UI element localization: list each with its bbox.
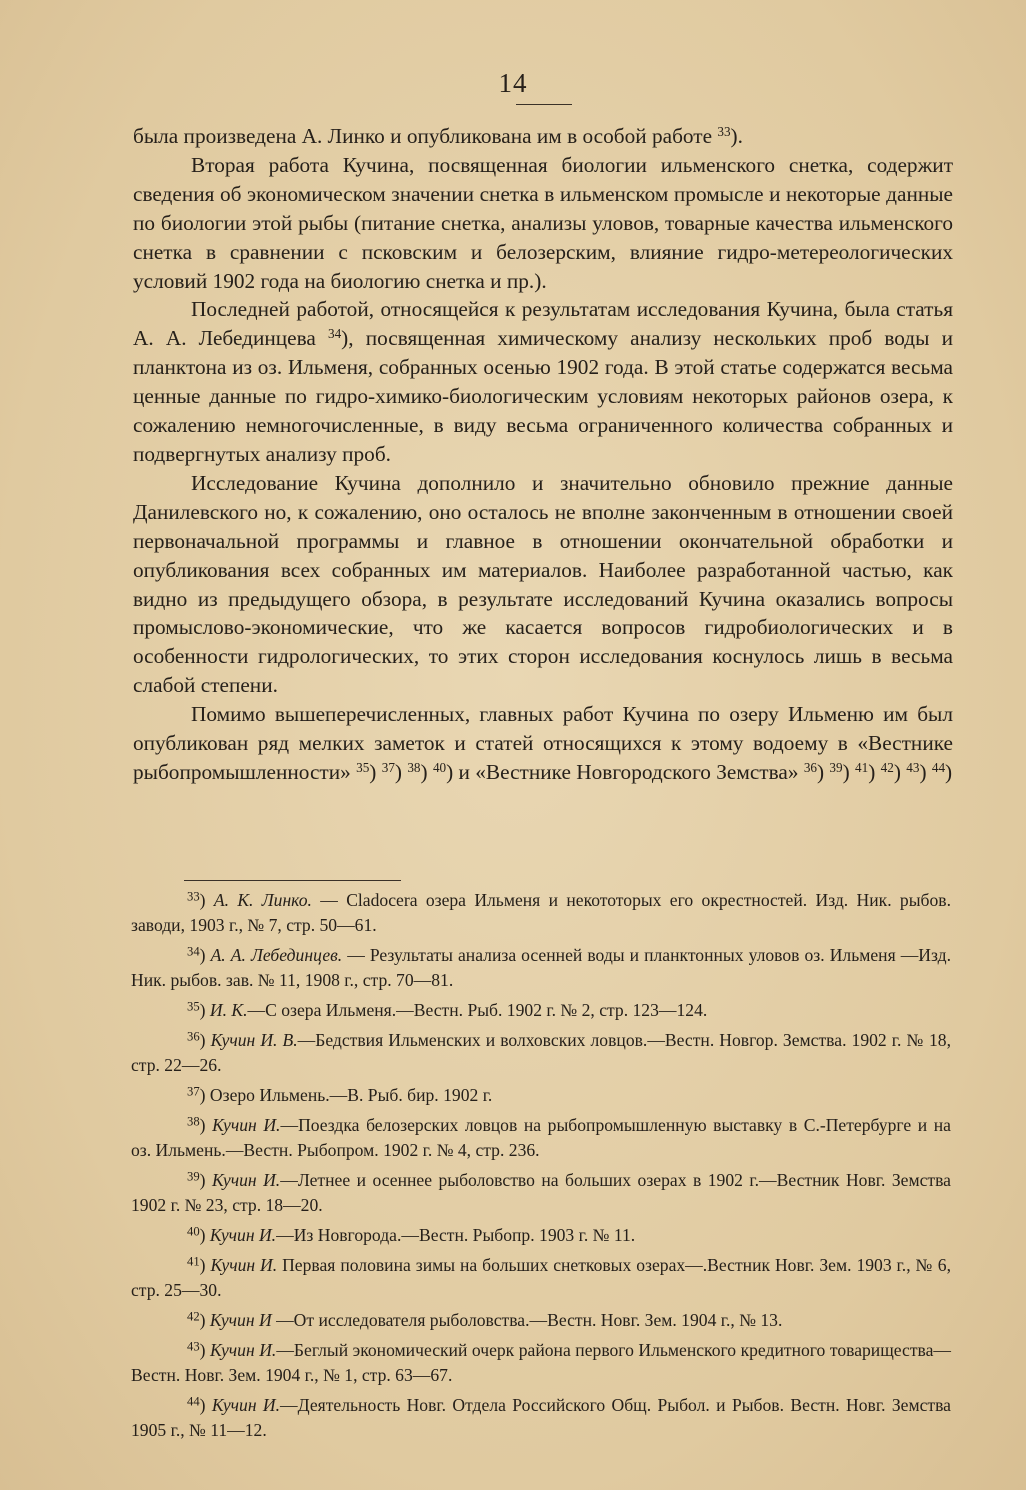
footnote-text: —Поездка белозерских ловцов на рыбопромышленную выставку в С.-Петербурге и на оз. Ильмень.—Вестн. Рыбопром. 1902 г. № 4, стр. 236. [131,1115,951,1160]
paragraph-4: Исследование Кучина дополнило и значительно обновило прежние данные Данилевского но, к сожалению, оно осталось не вполне законченным в отношении своей первоначальной программы и главное в отношении окончательной обработки и опубликования всех собранных им материалов. Наиболее разработанной частью, как видно из предыдущего обзора, в результате исследований Кучина оказались вопросы промыслово-экономические, что же касается вопросов гидробиологических и в особенности гидрологических, то этих сторон исследования коснулось лишь в весьма слабой степени. [133,470,953,698]
footnote-41: $^{41}$) Кучин И. Первая половина зимы на больших снетковых озерах—.Вестник Новг. Зем. 1903 г., № 6, стр. 25—30. [131,1254,951,1300]
footnote-author: Кучин И. [212,1115,281,1135]
footnote-author: А. К. Линко. [213,890,312,910]
footnote-author: И. К. [209,1000,248,1020]
footnote-number: 39 [187,1169,200,1184]
footnote-text: —Из Новгорода.—Вестн. Рыбопр. 1903 г. № 11. [276,1225,636,1245]
footnote-ref-38: 38 [407,759,421,775]
footnote-number: 40 [187,1224,200,1239]
footnote-author: Кучин И. [209,1225,277,1245]
footnote-author: Кучин И [209,1310,272,1330]
footnote-number: 34 [187,944,200,959]
footnote-number: 36 [187,1029,200,1044]
footnote-38: $^{38}$) Кучин И.—Поездка белозерских ловцов на рыбопромышленную выставку в С.-Петербурге и на оз. Ильмень.—Вестн. Рыбопром. 1902 г. № 4, стр. 236. [131,1114,951,1160]
footnote-36: $^{36}$) Кучин И. В.—Бедствия Ильменских и волховских ловцов.—Вестн. Новгор. Земства. 1902 г. № 18, стр. 22—26. [131,1029,951,1075]
footnote-author: Кучин И. В. [210,1030,298,1050]
footnote-35: $^{35}$) И. К.—С озера Ильменя.—Вестн. Рыб. 1902 г. № 2, стр. 123—124. [187,999,708,1020]
footnote-refs-vestnik-rybopromyshlennosti: $^{35}$) $^{37}$) $^{38}$) $^{40}$) [356,759,459,784]
footnote-ref-42: 42 [880,759,894,775]
footnote-number: 44 [187,1394,200,1409]
page-number-underline [516,104,572,105]
footnote-text: —От исследователя рыболовства.—Вестн. Новг. Зем. 1904 г., № 13. [271,1310,783,1330]
paragraph-5: Помимо вышеперечисленных, главных работ Кучина по озеру Ильменю им был опубликован ряд мелких заметок и статей относящихся к этому водоему в «Вестнике рыбопромышленности» $^{35}$) $^{37}$) $^{38}$) $^{40}$) и «Вестнике Новгородского Земства» $^{36}$) $^{39}$) $^{41}$) $^{42}$) $^{43}$) $^{44}$) [133,702,953,784]
footnote-number: 37 [187,1084,200,1099]
footnote-author: Кучин И. [210,1255,278,1275]
footnote-ref-40: 40 [432,759,447,775]
footnote-text: —Бедствия Ильменских и волховских ловцов.—Вестн. Новгор. Земства. 1902 г. № 18, стр. 22—26. [131,1030,951,1075]
footnote-ref-37: 37 [381,759,395,775]
footnote-number: 35 [187,999,200,1014]
footnote-ref-36: 36 [803,759,817,775]
footnote-number: 41 [187,1254,200,1269]
footnote-refs-vestnik-zemstva: $^{36}$) $^{39}$) $^{41}$) $^{42}$) $^{43}$) $^{44}$) [803,759,953,784]
footnote-39: $^{39}$) Кучин И.—Летнее и осеннее рыболовство на больших озерах в 1902 г.—Вестник Новг. Земства 1902 г. № 23, стр. 18—20. [131,1169,951,1215]
paragraph-2: Вторая работа Кучина, посвященная биологии ильменского снетка, содержит сведения об экономическом значении снетка в ильменском промысле и некоторые данные по биологии этой рыбы (питание снетка, анализы уловов, товарные качества ильменского снетка в сравнении с псковским и белозерским, влияние гидро-метереологических условий 1902 года на биологию снетка и пр.). [133,152,953,293]
footnote-text: — Результаты анализа осенней воды и планктонных уловов оз. Ильменя —Изд. Ник. рыбов. зав. № 11, 1908 г., стр. 70—81. [131,945,951,990]
footnote-text: —Летнее и осеннее рыболовство на больших озерах в 1902 г.—Вестник Новг. Земства 1902 г. № 23, стр. 18—20. [131,1170,951,1215]
footnote-ref-41: 41 [855,759,869,775]
footnote-44: $^{44}$) Кучин И.—Деятельность Новг. Отдела Российского Общ. Рыбол. и Рыбов. Вестн. Новг. Земства 1905 г., № 11—12. [131,1394,951,1440]
footnote-42: $^{42}$) Кучин И —От исследователя рыболовства.—Вестн. Новг. Зем. 1904 г., № 13. [187,1309,783,1330]
footnote-37: $^{37}$) Озеро Ильмень.—В. Рыб. бир. 1902 г. [187,1084,493,1105]
footnote-author: А. А. Лебединцев. [210,945,343,965]
footnote-number: 42 [187,1309,200,1324]
page-number: 14 [498,68,528,98]
footnote-33: $^{33}$) А. К. Линко. — Cladocera озера Ильменя и некототорых его окрестностей. Изд. Ник. рыбов. заводи, 1903 г., № 7, стр. 50—61. [131,889,951,935]
footnote-number: 33 [187,889,200,904]
footnote-author: Кучин И. [211,1395,281,1415]
footnote-ref-44: 44 [931,759,946,775]
paragraph-3: Последней работой, относящейся к результатам исследования Кучина, была статья А. А. Лебединцева $^{34}$), посвященная химическому анализу нескольких проб воды и планктона из оз. Ильменя, собранных осенью 1902 года. В этой статье содержатся весьма ценные данные по гидро-химико-биологическим условиям некоторых районов озера, к сожалению немногочисленные, в виду весьма ограниченного количества собранных и подвергнутых анализу проб. [133,297,953,466]
footnote-text: Первая половина зимы на больших снетковых озерах—.Вестник Новг. Зем. 1903 г., № 6, стр. 25—30. [131,1255,951,1300]
footnote-ref-35: 35 [356,759,370,775]
footnote-number: 43 [187,1339,200,1354]
footnote-author: Кучин И. [211,1170,281,1190]
footnote-separator [184,880,401,881]
footnote-author: Кучин И. [210,1340,277,1360]
footnote-text: Озеро Ильмень.—В. Рыб. бир. 1902 г. [209,1085,493,1105]
footnote-43: $^{43}$) Кучин И.—Беглый экономический очерк района первого Ильменского кредитного товарищества—Вестн. Новг. Зем. 1904 г., № 1, стр. 63—67. [131,1339,951,1385]
footnotes [131,888,951,1448]
footnote-text: —С озера Ильменя.—Вестн. Рыб. 1902 г. № 2, стр. 123—124. [247,1000,708,1020]
footnote-ref-43: 43 [906,759,920,775]
paragraph-1: была произведена А. Линко и опубликована им в особой работе $^{33}$). [133,123,743,148]
footnote-ref-34: 34 [327,326,342,342]
footnote-ref-39: 39 [829,759,843,775]
footnote-34: $^{34}$) А. А. Лебединцев. — Результаты анализа осенней воды и планктонных уловов оз. Ильменя —Изд. Ник. рыбов. зав. № 11, 1908 г., стр. 70—81. [131,944,951,990]
footnote-ref-33: 33 [717,123,731,139]
main-text [133,122,953,787]
footnote-number: 38 [187,1114,200,1129]
footnote-text: —Беглый экономический очерк района первого Ильменского кредитного товарищества—Вестн. Новг. Зем. 1904 г., № 1, стр. 63—67. [131,1340,951,1385]
footnote-40: $^{40}$) Кучин И.—Из Новгорода.—Вестн. Рыбопр. 1903 г. № 11. [187,1224,636,1245]
footnote-text: — Cladocera озера Ильменя и некототорых его окрестностей. Изд. Ник. рыбов. заводи, 1903 г., № 7, стр. 50—61. [131,890,951,935]
footnote-text: —Деятельность Новг. Отдела Российского Общ. Рыбол. и Рыбов. Вестн. Новг. Земства 1905 г., № 11—12. [131,1395,951,1440]
